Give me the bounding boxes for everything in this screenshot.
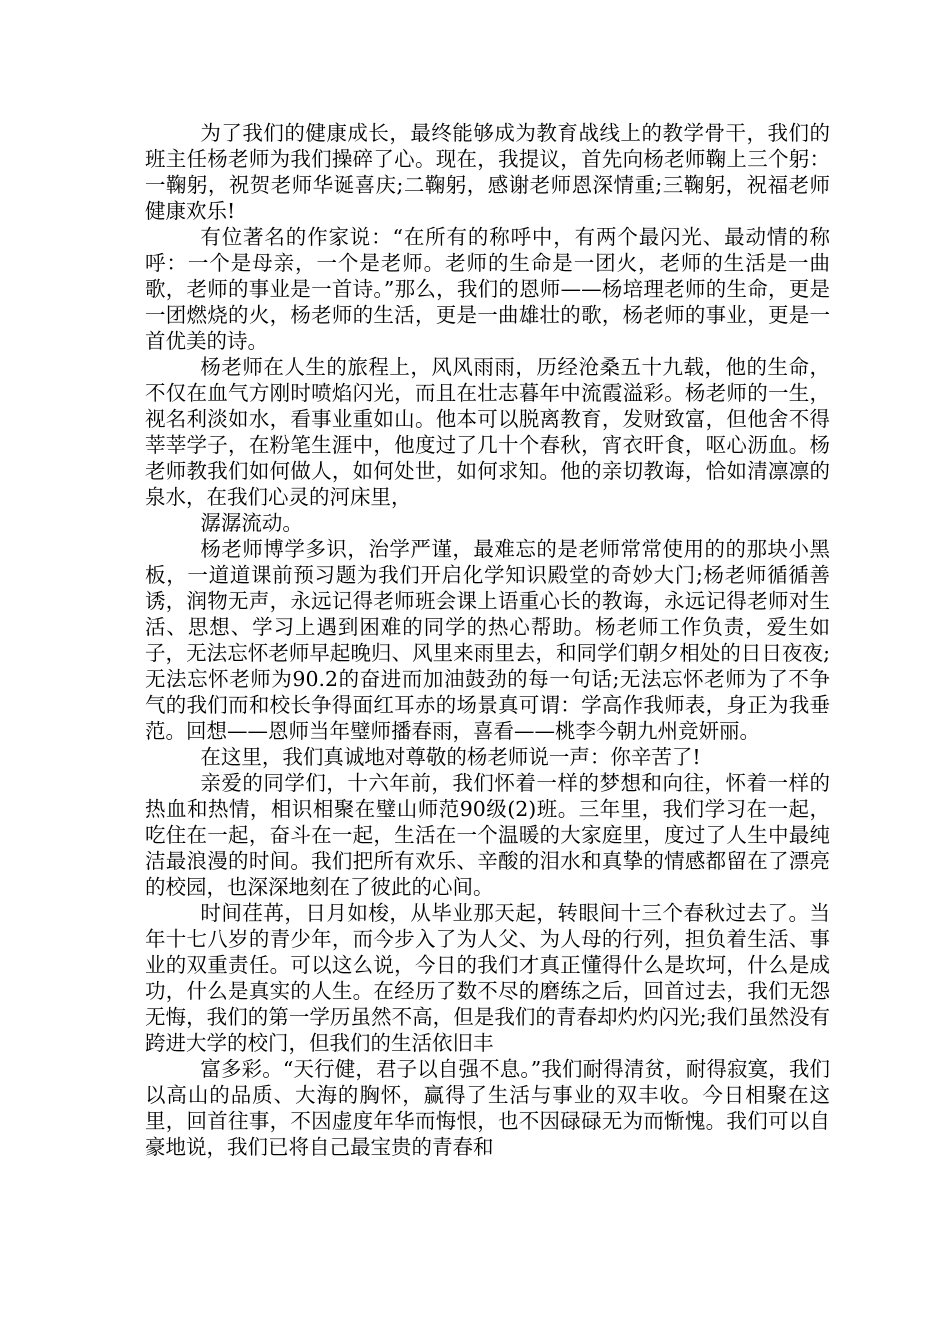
paragraph-thanks: 在这里，我们真诚地对尊敬的杨老师说一声：你辛苦了! xyxy=(200,745,701,769)
speech-text xyxy=(145,120,830,1160)
paragraph-flowing: 潺潺流动。 xyxy=(200,511,303,535)
paragraph-teacher-life: 杨老师在人生的旅程上，风风雨雨，历经沧桑五十九载，他的生命，不仅在血气方刚时喷焰闪光，而且在壮志暮年中流霞溢彩。杨老师的一生，视名利淡如水，看事业重如山。他本可以脱离教育，发财致富，但他舍不得莘莘学子，在粉笔生涯中，他度过了几十个春秋，宵衣旰食，呕心沥血。杨老师教我们如何做人，如何处世，如何求知。他的亲切教诲，恰如清凛凛的泉水，在我们心灵的河床里， xyxy=(145,355,830,509)
paragraph-writer-quote: 有位著名的作家说：“在所有的称呼中，有两个最闪光、最动情的称呼：一个是母亲，一个是老师。老师的生命是一团火，老师的生活是一曲歌，老师的事业是一首诗。”那么，我们的恩师——杨培理老师的生命，更是一团燃烧的火，杨老师的生活，更是一曲雄壮的歌，杨老师的事业，更是一首优美的诗。 xyxy=(145,225,830,353)
paragraph-teacher-memories: 杨老师博学多识，治学严谨，最难忘的是老师常常使用的的那块小黑板，一道道课前预习题为我们开启化学知识殿堂的奇妙大门;杨老师循循善诱，润物无声，永远记得老师班会课上语重心长的教诲，永远记得老师对生活、思想、学习上遇到困难的同学的热心帮助。杨老师工作负责，爱生如子，无法忘怀老师早起晚归、风里来雨里去，和同学们朝夕相处的日日夜夜;无法忘怀老师为90.2的奋进而加油鼓劲的每一句话;无法忘怀老师为了不争气的我们而和校长争得面红耳赤的场景真可谓：学高作我师表，身正为我垂范。回想——恩师当年璧师播春雨，喜看——桃李今朝九州竞妍丽。 xyxy=(145,537,830,743)
paragraph-colorful-life: 富多彩。“天行健，君子以自强不息。”我们耐得清贫，耐得寂寞，我们以高山的品质、大海的胸怀，赢得了生活与事业的双丰收。今日相聚在这里，回首往事，不因虚度年华而悔恨，也不因碌碌无为而惭愧。我们可以自豪地说，我们已将自己最宝贵的青春和 xyxy=(145,1057,830,1159)
paragraph-time-passes: 时间荏苒，日月如梭，从毕业那天起，转眼间十三个春秋过去了。当年十七八岁的青少年，而今步入了为人父、为人母的行列，担负着生活、事业的双重责任。可以这么说，今日的我们才真正懂得什么是坎坷，什么是成功，什么是真实的人生。在经历了数不尽的磨练之后，回首过去，我们无怨无悔，我们的第一学历虽然不高，但是我们的青春却灼灼闪光;我们虽然没有跨进大学的校门，但我们的生活依旧丰 xyxy=(145,901,830,1055)
paragraph-toast-intro: 为了我们的健康成长，最终能够成为教育战线上的教学骨干，我们的班主任杨老师为我们操碎了心。现在，我提议，首先向杨老师鞠上三个躬：一鞠躬，祝贺老师华诞喜庆;二鞠躬，感谢老师恩深情重;三鞠躬，祝福老师健康欢乐! xyxy=(145,121,830,223)
paragraph-classmates: 亲爱的同学们，十六年前，我们怀着一样的梦想和向往，怀着一样的热血和热情，相识相聚在璧山师范90级(2)班。三年里，我们学习在一起，吃住在一起，奋斗在一起，生活在一个温暖的大家庭里，度过了人生中最纯洁最浪漫的时间。我们把所有欢乐、辛酸的泪水和真挚的情感都留在了漂亮的校园，也深深地刻在了彼此的心间。 xyxy=(145,771,830,899)
